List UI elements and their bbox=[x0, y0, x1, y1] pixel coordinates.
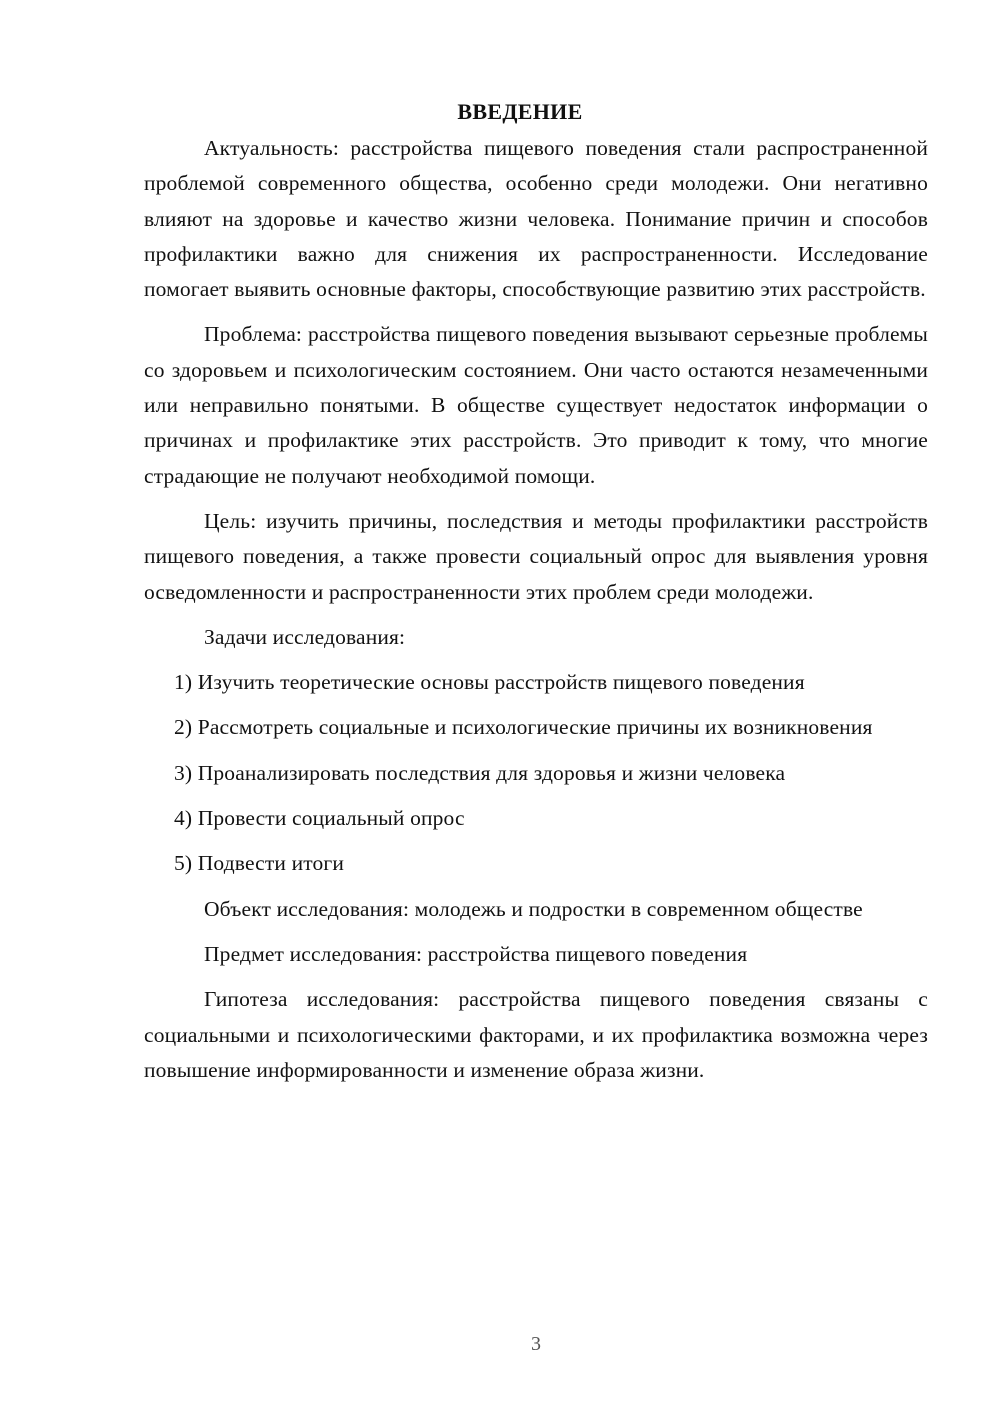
task-item-1: 1) Изучить теоретические основы расстройств пищевого поведения bbox=[174, 670, 805, 695]
task-item-2: 2) Рассмотреть социальные и психологические причины их возникновения bbox=[174, 715, 873, 740]
task-item-4: 4) Провести социальный опрос bbox=[174, 806, 465, 831]
tasks-title: Задачи исследования: bbox=[204, 624, 406, 649]
page-number: 3 bbox=[531, 1333, 541, 1355]
hypothesis-paragraph: Гипотеза исследования: расстройства пищевого поведения связаны с социальными и психологическими факторами, и их профилактика возможна через повышение информированности и изменение образа жизни. bbox=[144, 987, 928, 1082]
relevance-paragraph: Актуальность: расстройства пищевого поведения стали распространенной проблемой современного общества, особенно среди молодежи. Они негативно влияют на здоровье и качество жизни человека. Понимание причин и способов профилактики важно для снижения их распространенности. Исследование помогает выявить основные факторы, способствующие развитию этих расстройств. bbox=[144, 136, 928, 302]
object-paragraph: Объект исследования: молодежь и подростки в современном обществе bbox=[204, 896, 863, 921]
page-content bbox=[144, 94, 928, 1098]
subject-paragraph: Предмет исследования: расстройства пищевого поведения bbox=[204, 941, 748, 966]
task-item-3: 3) Проанализировать последствия для здоровья и жизни человека bbox=[174, 760, 786, 785]
goal-paragraph: Цель: изучить причины, последствия и методы профилактики расстройств пищевого поведения, а также провести социальный опрос для выявления уровня осведомленности и распространенности этих проблем среди молодежи. bbox=[144, 508, 928, 604]
problem-paragraph: Проблема: расстройства пищевого поведения вызывают серьезные проблемы со здоровьем и психологическим состоянием. Они часто остаются незамеченными или неправильно понятыми. В обществе существует недостаток информации о причинах и профилактике этих расстройств. Это приводит к тому, что многие страдающие не получают необходимой помощи. bbox=[144, 322, 928, 488]
section-heading: ВВЕДЕНИЕ bbox=[457, 99, 583, 124]
task-item-5: 5) Подвести итоги bbox=[174, 851, 345, 876]
